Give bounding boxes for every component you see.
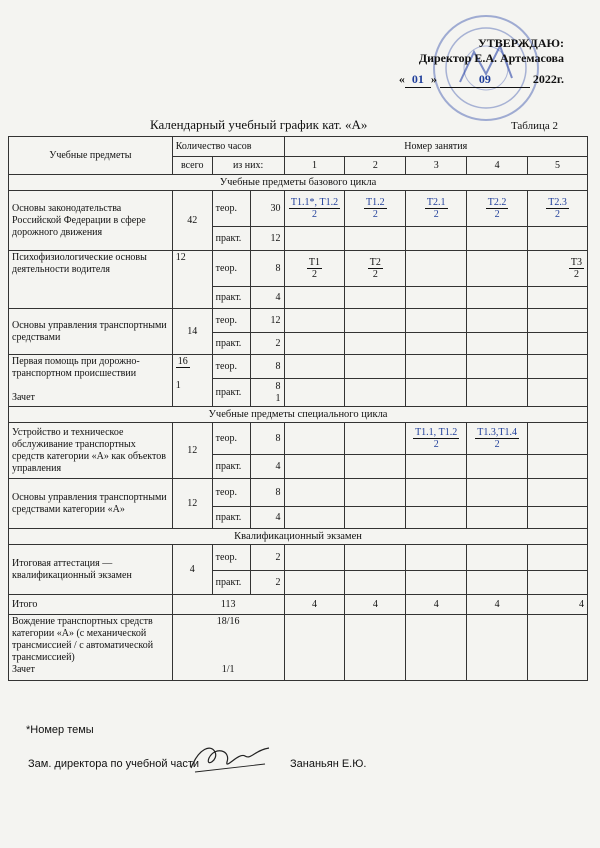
lesson-4: 4 — [467, 157, 528, 175]
date-day: 01 — [405, 72, 431, 88]
lesson-topic: Т3 — [570, 256, 582, 268]
header-of-them: из них: — [212, 157, 284, 175]
lesson-topic: Т1 — [308, 256, 321, 268]
lesson-hours: 2 — [311, 268, 317, 280]
subject-name: Основы управления транспортными средствами категории «А» — [9, 479, 173, 529]
subject-name: Итоговая аттестация — квалификационный экзамен — [9, 545, 173, 595]
driving-credit-hours: 1/1 — [221, 664, 235, 675]
signature-position: Зам. директора по учебной части — [28, 758, 200, 770]
lesson-topic: Т2.3 — [548, 196, 567, 208]
lesson-5: 5 — [528, 157, 588, 175]
date-month: 09 — [440, 72, 530, 88]
total-lesson-4: 4 — [467, 595, 528, 615]
section-exam: Квалификационный экзамен — [9, 529, 588, 545]
lesson-topic: Т1.1*, Т1.2 — [290, 196, 339, 208]
practice-label: практ. — [212, 455, 250, 479]
lesson-hours: 2 — [494, 438, 500, 450]
section-base: Учебные предметы базового цикла — [9, 175, 588, 191]
practice-hours: 4 — [250, 507, 284, 529]
credit-hours: 1 — [275, 392, 281, 404]
theory-label: теор. — [212, 251, 250, 287]
lesson-topic: Т1.3,Т1.4 — [477, 426, 517, 438]
total-label: Итого — [9, 595, 173, 615]
header-subjects: Учебные предметы — [9, 137, 173, 175]
theory-label: теор. — [212, 309, 250, 333]
practice-hours: 4 — [250, 455, 284, 479]
practice-label: практ. — [212, 227, 250, 251]
subject-total: 16 1 — [172, 355, 212, 407]
theory-label: теор. — [212, 423, 250, 455]
theory-label: теор. — [212, 191, 250, 227]
practice-hours: 2 — [250, 333, 284, 355]
signature-name: Зананьян Е.Ю. — [290, 758, 367, 770]
practice-label: практ. — [212, 507, 250, 529]
practice-label: практ. — [212, 333, 250, 355]
lesson-topic: Т2.1 — [426, 196, 446, 208]
subject-total: 12 — [172, 251, 212, 309]
practice-hours: 12 — [250, 227, 284, 251]
subject-name: Первая помощь при дорожно-транспортном происшествии Зачет — [9, 355, 173, 407]
driving-credit: Зачет — [12, 664, 35, 675]
lesson-topic: Т2.2 — [487, 196, 507, 208]
schedule-table — [8, 136, 588, 681]
lesson-2: 2 — [345, 157, 406, 175]
practice-hours: 2 — [250, 571, 284, 595]
lesson-hours: 2 — [555, 208, 561, 220]
footnote: *Номер темы — [26, 724, 94, 736]
theory-hours: 30 — [250, 191, 284, 227]
subject-total: 4 — [172, 545, 212, 595]
lesson-topic: Т1.1, Т1.2 — [415, 426, 458, 438]
signature-line — [28, 758, 588, 770]
practice-label: практ. — [212, 287, 250, 309]
total-lesson-1: 4 — [284, 595, 345, 615]
theory-hours: 8 — [250, 355, 284, 379]
credit-label: Зачет — [12, 392, 35, 403]
lesson-topic: Т2 — [369, 256, 381, 268]
lesson-hours: 2 — [311, 208, 317, 220]
theory-label: теор. — [212, 355, 250, 379]
document-title: Календарный учебный график кат. «А» — [150, 117, 368, 132]
total-hours: 113 — [172, 595, 284, 615]
lesson-1: 1 — [284, 157, 345, 175]
theory-hours: 12 — [250, 309, 284, 333]
driving-name: Вождение транспортных средств категории «А» (с механической трансмиссией / с автоматической трансмиссией) Зачет — [9, 615, 173, 681]
lesson-hours: 2 — [372, 268, 378, 280]
credit-total: 1 — [175, 380, 181, 391]
theory-hours: 2 — [250, 545, 284, 571]
driving-hours: 18/16 1/1 — [172, 615, 284, 681]
date-year: 2022г. — [532, 72, 564, 86]
subject-total: 12 — [172, 479, 212, 529]
theory-hours: 8 — [250, 251, 284, 287]
theory-hours: 8 — [250, 423, 284, 455]
lesson-hours: 2 — [433, 208, 439, 220]
lesson-hours: 2 — [494, 208, 500, 220]
header-total: всего — [172, 157, 212, 175]
lesson-topic: Т1.2 — [366, 196, 385, 208]
lesson-hours: 2 — [372, 208, 378, 220]
practice-label: практ. — [212, 379, 250, 407]
total-lesson-5: 4 — [528, 595, 588, 615]
subject-name: Основы управления транспортными средствами — [9, 309, 173, 355]
approve-title: УТВЕРЖДАЮ: — [477, 36, 564, 50]
subject-name: Основы законодательства Российской Федерации в сфере дорожного движения — [9, 191, 173, 251]
header-hours: Количество часов — [172, 137, 284, 157]
approval-block — [399, 36, 564, 88]
approve-date: « 01 » 09 2022г. — [398, 72, 564, 86]
subject-total: 12 — [172, 423, 212, 479]
theory-label: теор. — [212, 545, 250, 571]
lesson-hours: 2 — [433, 438, 439, 450]
total-lesson-3: 4 — [406, 595, 467, 615]
practice-hours: 4 — [250, 287, 284, 309]
approve-position: Директор Е.А. Артемасова — [418, 51, 564, 65]
section-special: Учебные предметы специального цикла — [9, 407, 588, 423]
subject-total: 14 — [172, 309, 212, 355]
table-number: Таблица 2 — [510, 120, 558, 132]
theory-label: теор. — [212, 479, 250, 507]
total-lesson-2: 4 — [345, 595, 406, 615]
practice-hours: 8 1 — [250, 379, 284, 407]
subject-name: Психофизиологические основы деятельности водителя — [9, 251, 173, 309]
header-lesson-no: Номер занятия — [284, 137, 587, 157]
subject-name: Устройство и техническое обслуживание транспортных средств категории «А» как объектов управления — [9, 423, 173, 479]
lesson-hours: 2 — [573, 268, 579, 280]
practice-label: практ. — [212, 571, 250, 595]
lesson-3: 3 — [406, 157, 467, 175]
theory-hours: 8 — [250, 479, 284, 507]
subject-total: 42 — [172, 191, 212, 251]
